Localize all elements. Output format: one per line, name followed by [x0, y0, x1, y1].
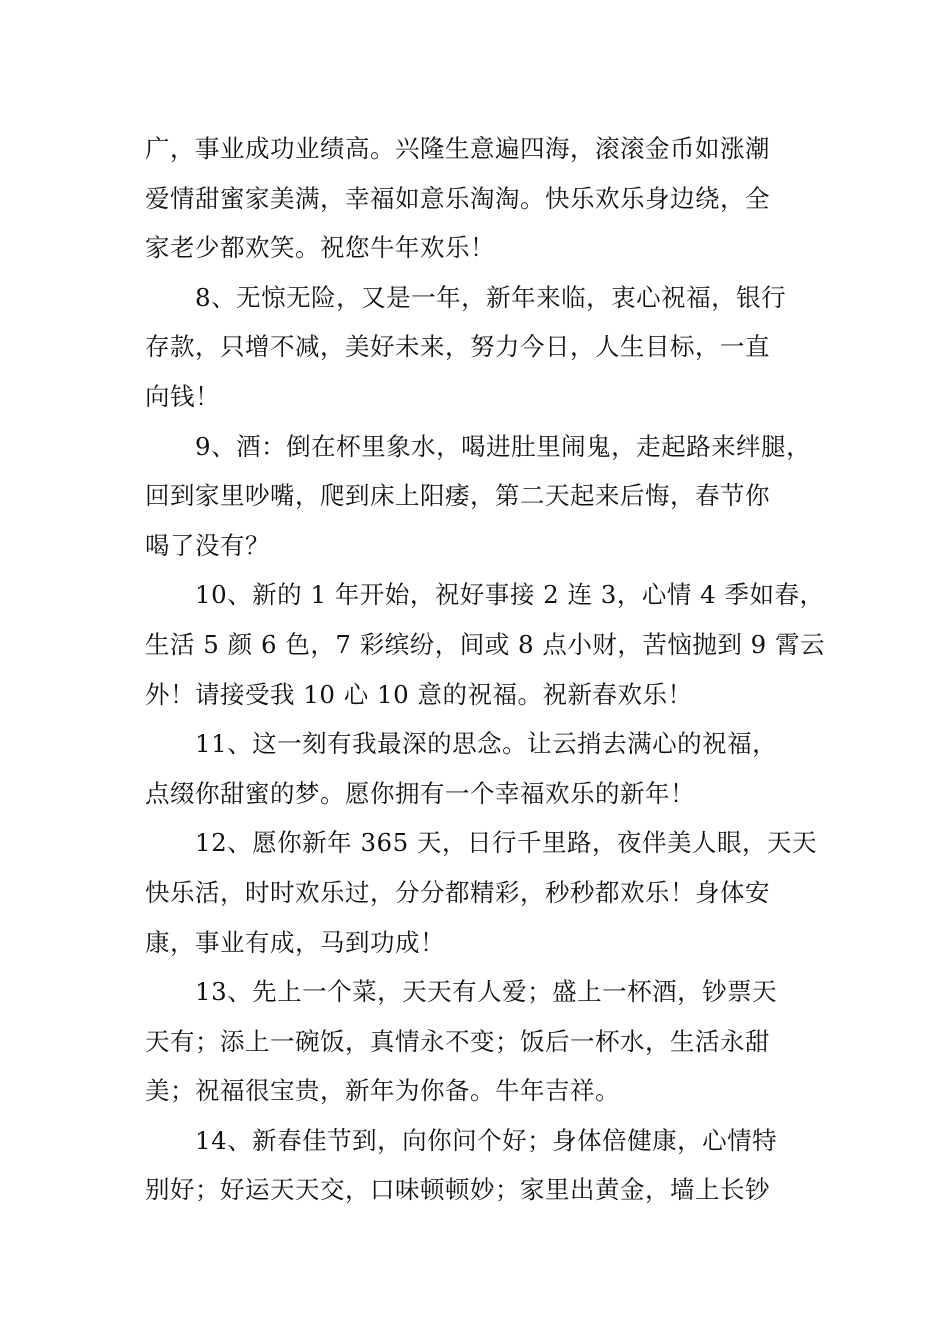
text-line: 爱情甜蜜家美满，幸福如意乐淘淘。快乐欢乐身边绕，全	[145, 183, 770, 213]
text-line: 喝了没有？	[145, 530, 270, 560]
text-line: 康，事业有成，马到功成！	[145, 927, 445, 957]
text-line: 9、酒：倒在杯里象水，喝进肚里闹鬼，走起路来绊腿，	[195, 431, 812, 461]
text-line: 8、无惊无险，又是一年，新年来临，衷心祝福，银行	[195, 282, 787, 312]
paragraph-p9	[145, 422, 825, 571]
text-line: 存款，只增不减，美好未来，努力今日，人生目标，一直	[145, 332, 770, 362]
paragraph-p11	[145, 719, 825, 818]
text-line: 点缀你甜蜜的梦。愿你拥有一个幸福欢乐的新年！	[145, 778, 695, 808]
paragraph-p10	[145, 570, 825, 719]
text-line: 回到家里吵嘴，爬到床上阳痿，第二天起来后悔，春节你	[145, 481, 770, 511]
text-line: 14、新春佳节到，向你问个好；身体倍健康，心情特	[195, 1125, 778, 1155]
text-line: 家老少都欢笑。祝您牛年欢乐！	[145, 233, 495, 263]
text-line: 美；祝福很宝贵，新年为你备。牛年吉祥。	[145, 1076, 620, 1106]
text-line: 12、愿你新年 365 天，日行千里路，夜伴美人眼，天天	[195, 828, 818, 858]
text-line: 11、这一刻有我最深的思念。让云捎去满心的祝福，	[195, 729, 778, 759]
paragraph-p12	[145, 818, 825, 967]
text-line: 向钱！	[145, 381, 220, 411]
text-line: 别好；好运天天交，口味顿顿妙；家里出黄金，墙上长钞	[145, 1175, 770, 1205]
document-body	[145, 124, 825, 1215]
text-line: 生活 5 颜 6 色，7 彩缤纷，间或 8 点小财，苦恼抛到 9 霄云	[145, 629, 826, 659]
text-line: 外！请接受我 10 心 10 意的祝福。祝新春欢乐！	[145, 679, 693, 709]
paragraph-p8	[145, 273, 825, 422]
paragraph-p7-cont	[145, 124, 825, 273]
paragraph-p14	[145, 1116, 825, 1215]
text-line: 10、新的 1 年开始，祝好事接 2 连 3，心情 4 季如春，	[195, 580, 825, 610]
text-line: 13、先上一个菜，天天有人爱；盛上一杯酒，钞票天	[195, 977, 778, 1007]
text-line: 天有；添上一碗饭，真情永不变；饭后一杯水，生活永甜	[145, 1026, 770, 1056]
text-line: 快乐活，时时欢乐过，分分都精彩，秒秒都欢乐！身体安	[145, 877, 770, 907]
paragraph-p13	[145, 967, 825, 1116]
text-line: 广，事业成功业绩高。兴隆生意遍四海，滚滚金币如涨潮	[145, 134, 770, 163]
